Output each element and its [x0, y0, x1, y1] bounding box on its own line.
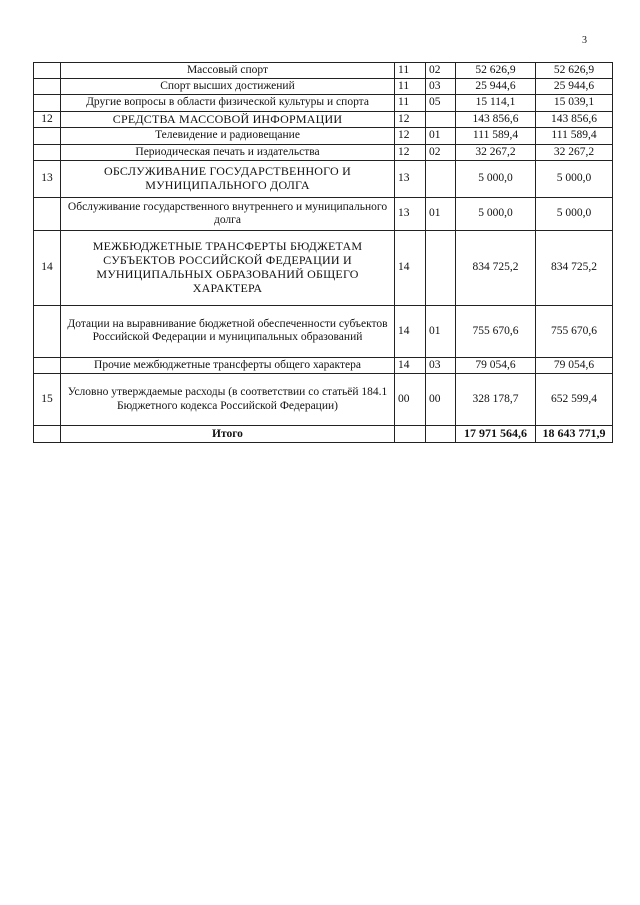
row-value-2: 5 000,0 — [536, 160, 613, 197]
row-section: 13 — [395, 197, 426, 230]
total-number-cell — [34, 426, 61, 443]
row-value-1: 755 670,6 — [456, 305, 536, 357]
row-number — [34, 357, 61, 373]
row-name: Обслуживание государственного внутреннего и муниципального долга — [61, 197, 395, 230]
row-number — [34, 197, 61, 230]
budget-expenditure-table — [33, 62, 613, 443]
row-value-2: 5 000,0 — [536, 197, 613, 230]
total-row — [34, 426, 613, 443]
table-row — [34, 144, 613, 160]
row-value-2: 143 856,6 — [536, 111, 613, 128]
row-number: 15 — [34, 374, 61, 426]
row-value-1: 32 267,2 — [456, 144, 536, 160]
total-subsection-cell — [426, 426, 456, 443]
row-subsection: 02 — [426, 63, 456, 79]
row-subsection: 01 — [426, 128, 456, 144]
row-value-2: 652 599,4 — [536, 374, 613, 426]
row-name: Телевидение и радиовещание — [61, 128, 395, 144]
row-subsection — [426, 111, 456, 128]
row-value-1: 15 114,1 — [456, 95, 536, 111]
row-name: Спорт высших достижений — [61, 79, 395, 95]
total-value-1: 17 971 564,6 — [456, 426, 536, 443]
row-subsection — [426, 160, 456, 197]
table-row — [34, 305, 613, 357]
row-subsection — [426, 230, 456, 305]
row-section: 14 — [395, 305, 426, 357]
row-value-1: 328 178,7 — [456, 374, 536, 426]
row-value-2: 52 626,9 — [536, 63, 613, 79]
row-number: 13 — [34, 160, 61, 197]
row-section: 11 — [395, 63, 426, 79]
row-value-1: 834 725,2 — [456, 230, 536, 305]
row-number — [34, 128, 61, 144]
row-section: 14 — [395, 230, 426, 305]
row-name: ОБСЛУЖИВАНИЕ ГОСУДАРСТВЕННОГО И МУНИЦИПАЛЬНОГО ДОЛГА — [61, 160, 395, 197]
row-section: 11 — [395, 95, 426, 111]
total-label: Итого — [61, 426, 395, 443]
row-name: Условно утверждаемые расходы (в соответствии со статьёй 184.1 Бюджетного кодекса Российской Федерации) — [61, 374, 395, 426]
row-name: Дотации на выравнивание бюджетной обеспеченности субъектов Российской Федерации и муниципальных образований — [61, 305, 395, 357]
table-row — [34, 79, 613, 95]
row-name: СРЕДСТВА МАССОВОЙ ИНФОРМАЦИИ — [61, 111, 395, 128]
row-value-2: 111 589,4 — [536, 128, 613, 144]
row-number — [34, 95, 61, 111]
row-value-2: 15 039,1 — [536, 95, 613, 111]
table-row — [34, 63, 613, 79]
row-name: Другие вопросы в области физической культуры и спорта — [61, 95, 395, 111]
row-name: Массовый спорт — [61, 63, 395, 79]
row-section: 12 — [395, 111, 426, 128]
total-section-cell — [395, 426, 426, 443]
row-value-2: 32 267,2 — [536, 144, 613, 160]
row-number: 14 — [34, 230, 61, 305]
table-row — [34, 357, 613, 373]
row-number — [34, 79, 61, 95]
row-subsection: 01 — [426, 197, 456, 230]
row-subsection: 01 — [426, 305, 456, 357]
row-value-1: 5 000,0 — [456, 197, 536, 230]
row-subsection: 03 — [426, 79, 456, 95]
table-row — [34, 374, 613, 426]
row-section: 14 — [395, 357, 426, 373]
row-section: 11 — [395, 79, 426, 95]
table-row — [34, 95, 613, 111]
row-value-2: 25 944,6 — [536, 79, 613, 95]
row-section: 13 — [395, 160, 426, 197]
row-value-2: 79 054,6 — [536, 357, 613, 373]
table-row — [34, 128, 613, 144]
row-value-1: 111 589,4 — [456, 128, 536, 144]
row-section: 00 — [395, 374, 426, 426]
row-name: Прочие межбюджетные трансферты общего характера — [61, 357, 395, 373]
table-row — [34, 160, 613, 197]
row-value-1: 52 626,9 — [456, 63, 536, 79]
row-number — [34, 144, 61, 160]
row-subsection: 05 — [426, 95, 456, 111]
page-number: 3 — [582, 35, 587, 46]
row-value-2: 755 670,6 — [536, 305, 613, 357]
table-row — [34, 197, 613, 230]
table-row — [34, 230, 613, 305]
table-row — [34, 111, 613, 128]
row-name: МЕЖБЮДЖЕТНЫЕ ТРАНСФЕРТЫ БЮДЖЕТАМ СУБЪЕКТОВ РОССИЙСКОЙ ФЕДЕРАЦИИ И МУНИЦИПАЛЬНЫХ ОБРАЗОВАНИЙ ОБЩЕГО ХАРАКТЕРА — [61, 230, 395, 305]
row-value-1: 5 000,0 — [456, 160, 536, 197]
row-number — [34, 63, 61, 79]
row-section: 12 — [395, 128, 426, 144]
row-subsection: 03 — [426, 357, 456, 373]
row-value-1: 143 856,6 — [456, 111, 536, 128]
row-subsection: 02 — [426, 144, 456, 160]
row-name: Периодическая печать и издательства — [61, 144, 395, 160]
row-number: 12 — [34, 111, 61, 128]
row-value-1: 79 054,6 — [456, 357, 536, 373]
row-section: 12 — [395, 144, 426, 160]
row-value-1: 25 944,6 — [456, 79, 536, 95]
row-value-2: 834 725,2 — [536, 230, 613, 305]
row-number — [34, 305, 61, 357]
row-subsection: 00 — [426, 374, 456, 426]
total-value-2: 18 643 771,9 — [536, 426, 613, 443]
